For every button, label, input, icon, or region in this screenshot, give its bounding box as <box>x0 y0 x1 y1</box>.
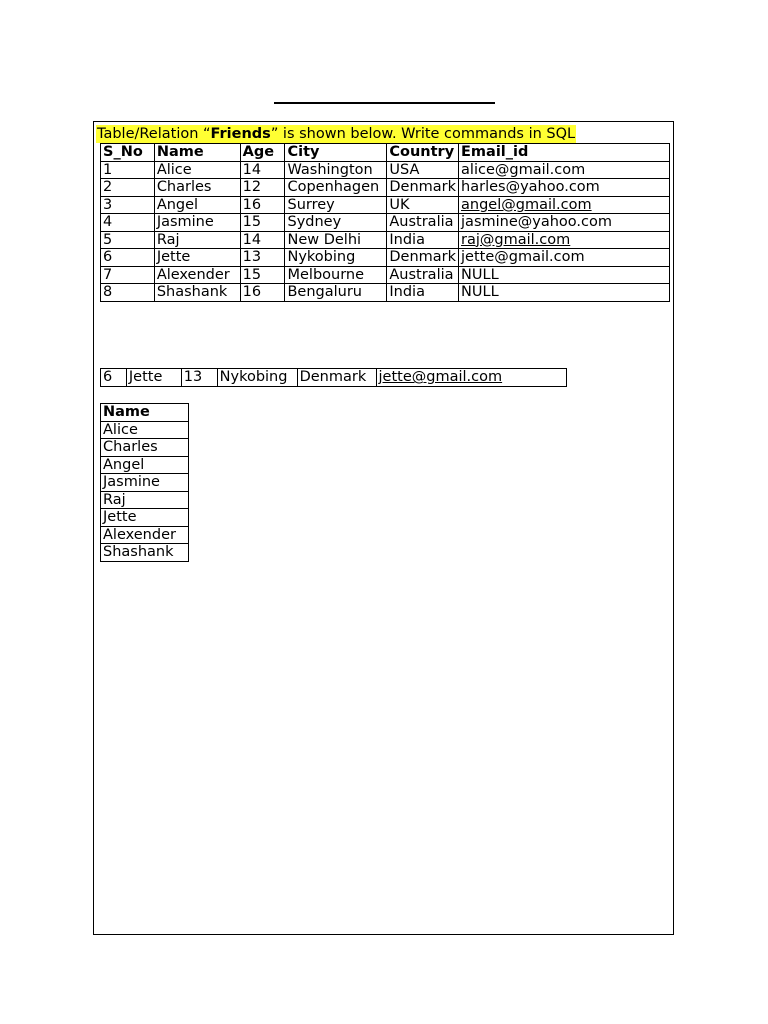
table-header-row <box>101 144 670 162</box>
table-cell: Alice <box>154 161 240 179</box>
table-cell: Copenhagen <box>285 179 387 197</box>
table-cell: alice@gmail.com <box>459 161 670 179</box>
table-cell: Surrey <box>285 196 387 214</box>
table-cell: Jette <box>126 369 181 387</box>
table-row <box>101 214 670 232</box>
table-cell: Nykobing <box>217 369 297 387</box>
heading-prefix: Table/Relation “ <box>97 126 211 142</box>
table-cell: UK <box>387 196 459 214</box>
table-cell: Angel <box>101 456 189 474</box>
table-cell: jette@gmail.com <box>459 249 670 267</box>
table-cell: angel@gmail.com <box>459 196 670 214</box>
table-row <box>101 421 189 439</box>
table-cell: Jasmine <box>154 214 240 232</box>
table-header-row <box>101 404 189 422</box>
table-row <box>101 474 189 492</box>
table-cell: Bengaluru <box>285 284 387 302</box>
table-cell: USA <box>387 161 459 179</box>
names-table <box>100 403 189 562</box>
table-cell: 6 <box>101 249 155 267</box>
table-cell: 14 <box>240 231 285 249</box>
table-row <box>101 196 670 214</box>
table-cell: Australia <box>387 214 459 232</box>
table-cell: 5 <box>101 231 155 249</box>
table-cell: Nykobing <box>285 249 387 267</box>
table-row <box>101 231 670 249</box>
table-cell: Alice <box>101 421 189 439</box>
column-header: S_No <box>101 144 155 162</box>
table-cell: harles@yahoo.com <box>459 179 670 197</box>
table-cell: 16 <box>240 196 285 214</box>
table-row <box>101 284 670 302</box>
table-cell: raj@gmail.com <box>459 231 670 249</box>
friends-table <box>100 143 670 302</box>
table-cell: Denmark <box>387 179 459 197</box>
table-row <box>101 179 670 197</box>
table-cell: Jasmine <box>101 474 189 492</box>
table-cell: 13 <box>240 249 285 267</box>
table-cell: 16 <box>240 284 285 302</box>
table-cell: Alexender <box>101 526 189 544</box>
table-cell: Angel <box>154 196 240 214</box>
heading-suffix: ” is shown below. Write commands in SQL <box>270 126 576 142</box>
top-rule <box>274 102 495 104</box>
table-cell: Alexender <box>154 266 240 284</box>
table-cell: Jette <box>101 509 189 527</box>
table-cell: Charles <box>101 439 189 457</box>
table-cell: India <box>387 231 459 249</box>
column-header: Country <box>387 144 459 162</box>
table-cell: Raj <box>154 231 240 249</box>
table-row <box>101 266 670 284</box>
table-row <box>101 439 189 457</box>
table-row <box>101 161 670 179</box>
column-header: Age <box>240 144 285 162</box>
table-cell: India <box>387 284 459 302</box>
column-header: Name <box>101 404 189 422</box>
heading-relation-name: Friends <box>210 126 271 142</box>
table-cell: 14 <box>240 161 285 179</box>
table-row <box>101 369 567 387</box>
table-cell: 4 <box>101 214 155 232</box>
table-cell: New Delhi <box>285 231 387 249</box>
table-cell: Jette <box>154 249 240 267</box>
table-cell: 8 <box>101 284 155 302</box>
table-row <box>101 526 189 544</box>
question-heading <box>96 125 576 143</box>
table-cell: Sydney <box>285 214 387 232</box>
table-cell: Denmark <box>387 249 459 267</box>
table-cell: Raj <box>101 491 189 509</box>
column-header: Name <box>154 144 240 162</box>
table-cell: NULL <box>459 266 670 284</box>
table-cell: 2 <box>101 179 155 197</box>
table-cell: Washington <box>285 161 387 179</box>
table-cell: Denmark <box>297 369 376 387</box>
table-cell: 12 <box>240 179 285 197</box>
table-row <box>101 509 189 527</box>
table-cell: jette@gmail.com <box>376 369 566 387</box>
table-cell: 13 <box>181 369 217 387</box>
table-row <box>101 491 189 509</box>
single-row-table <box>100 368 567 387</box>
table-row <box>101 544 189 562</box>
table-cell: Charles <box>154 179 240 197</box>
table-cell: 6 <box>101 369 127 387</box>
table-cell: Melbourne <box>285 266 387 284</box>
table-cell: jasmine@yahoo.com <box>459 214 670 232</box>
table-cell: 1 <box>101 161 155 179</box>
table-cell: 15 <box>240 214 285 232</box>
table-row <box>101 456 189 474</box>
table-row <box>101 249 670 267</box>
table-cell: Shashank <box>101 544 189 562</box>
table-cell: NULL <box>459 284 670 302</box>
table-cell: 7 <box>101 266 155 284</box>
table-cell: 15 <box>240 266 285 284</box>
column-header: City <box>285 144 387 162</box>
column-header: Email_id <box>459 144 670 162</box>
table-cell: Australia <box>387 266 459 284</box>
table-cell: 3 <box>101 196 155 214</box>
table-cell: Shashank <box>154 284 240 302</box>
